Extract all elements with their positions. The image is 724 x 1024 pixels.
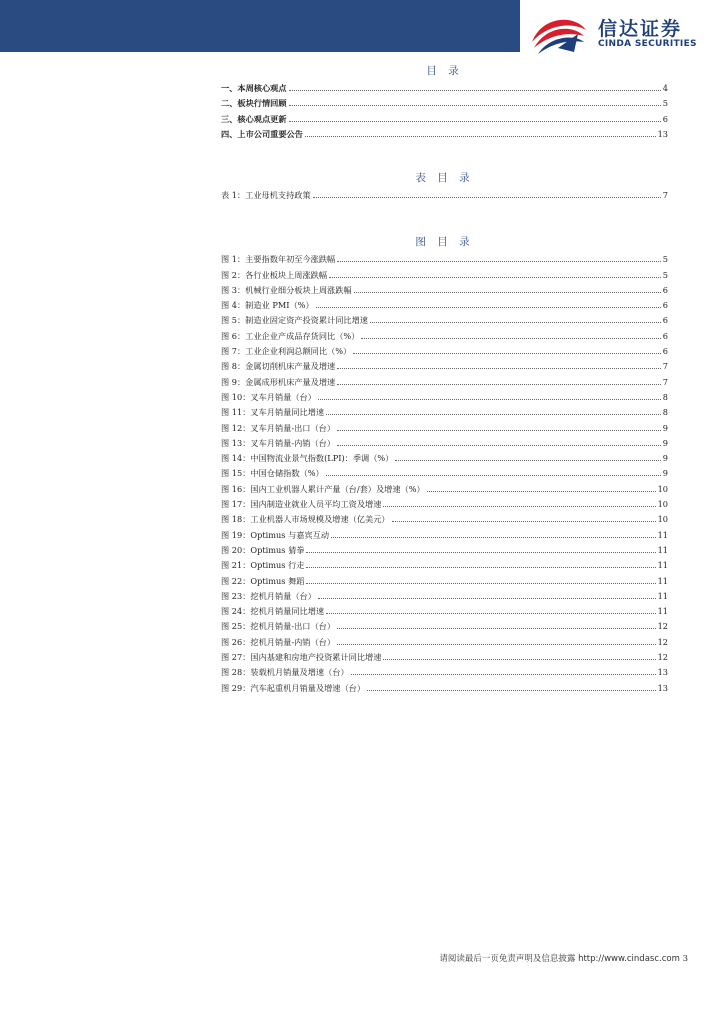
footer-disclaimer: 请阅读最后一页免责声明及信息披露 [439, 954, 576, 964]
figure-contents-title: 图 目 录 [415, 236, 474, 248]
toc-entry-page-number[interactable]: 8 [662, 407, 668, 418]
dot-leader [305, 136, 656, 137]
dot-leader [370, 322, 661, 323]
main-contents-section [221, 63, 668, 140]
toc-entry-page-number[interactable]: 6 [662, 113, 668, 124]
dot-leader [331, 537, 656, 538]
main-toc-entry[interactable] [221, 125, 668, 140]
toc-entry-label[interactable]: 图 15：中国仓储指数（%） [221, 468, 324, 479]
figure-contents-section [221, 234, 668, 694]
toc-entry-label[interactable]: 表 1：工业母机支持政策 [221, 190, 311, 201]
figure-toc-entry[interactable] [221, 403, 668, 418]
logo-english-text: CINDA SECURITIES [598, 39, 697, 49]
toc-entry-page-number[interactable]: 9 [662, 437, 668, 448]
toc-entry-label[interactable]: 图 14：中国物流业景气指数(LPI)：季调（%） [221, 453, 394, 464]
main-toc-entry[interactable] [221, 79, 668, 94]
toc-entry-page-number[interactable]: 11 [657, 575, 668, 586]
header-bar [0, 0, 520, 52]
table-contents-title: 表 目 录 [415, 172, 474, 184]
figure-contents-list [221, 250, 668, 694]
figure-toc-entry[interactable] [221, 525, 668, 540]
main-toc-entry[interactable] [221, 94, 668, 109]
toc-entry-label[interactable]: 四、上市公司重要公告 [221, 128, 303, 139]
logo-chinese-text: 信达证券 [598, 18, 683, 40]
table-toc-entry[interactable] [221, 186, 668, 201]
dot-leader [395, 460, 660, 461]
table-contents-section [221, 170, 668, 201]
toc-entry-label[interactable]: 图 19：Optimus 与嘉宾互动 [221, 529, 330, 540]
toc-entry-page-number[interactable]: 13 [657, 667, 668, 678]
toc-entry-label[interactable]: 图 25：挖机月销量-出口（台） [221, 621, 336, 632]
figure-toc-entry[interactable] [221, 495, 668, 510]
figure-toc-entry[interactable] [221, 602, 668, 617]
figure-toc-entry[interactable] [221, 311, 668, 326]
dot-leader [337, 384, 661, 385]
toc-entry-label[interactable]: 图 24：挖机月销量同比增速 [221, 606, 325, 617]
toc-entry-page-number[interactable]: 11 [657, 529, 668, 540]
dot-leader [392, 521, 656, 522]
main-contents-list [221, 79, 668, 140]
dot-leader [337, 430, 661, 431]
toc-entry-page-number[interactable]: 9 [662, 468, 668, 479]
toc-entry-label[interactable]: 图 20：Optimus 猜拳 [221, 544, 305, 555]
toc-entry-page-number[interactable]: 6 [662, 284, 668, 295]
toc-entry-label[interactable]: 图 5：制造业固定资产投资累计同比增速 [221, 315, 368, 326]
toc-entry-label[interactable]: 图 23：挖机月销量（台） [221, 590, 316, 601]
toc-entry-label[interactable]: 二、板块行情回顾 [221, 98, 287, 109]
figure-toc-entry[interactable] [221, 418, 668, 433]
figure-toc-entry[interactable] [221, 342, 668, 357]
toc-entry-page-number[interactable]: 5 [662, 98, 668, 109]
dot-leader [306, 583, 655, 584]
dot-leader [313, 197, 661, 198]
figure-toc-entry[interactable] [221, 632, 668, 647]
toc-entry-page-number[interactable]: 13 [657, 682, 668, 693]
toc-entry-label[interactable]: 图 11：叉车月销量同比增速 [221, 407, 325, 418]
toc-entry-label[interactable]: 图 13：叉车月销量-内销（台） [221, 437, 336, 448]
dot-leader [427, 491, 656, 492]
figure-toc-entry[interactable] [221, 449, 668, 464]
dot-leader [337, 445, 661, 446]
toc-entry-page-number[interactable]: 7 [662, 376, 668, 387]
toc-entry-label[interactable]: 图 29：汽车起重机月销量及增速（台） [221, 682, 366, 693]
dot-leader [351, 674, 656, 675]
toc-entry-label[interactable]: 图 9：金属成形机床产量及增速 [221, 376, 336, 387]
figure-toc-entry[interactable] [221, 663, 668, 678]
dot-leader [326, 475, 661, 476]
figure-toc-entry[interactable] [221, 464, 668, 479]
figure-toc-entry[interactable] [221, 648, 668, 663]
toc-entry-page-number[interactable]: 8 [662, 391, 668, 402]
toc-entry-label[interactable]: 图 27：国内基建和房地产投资累计同比增速 [221, 652, 382, 663]
dot-leader [337, 368, 661, 369]
dot-leader [318, 399, 661, 400]
toc-entry-label[interactable]: 图 16：国内工业机器人累计产量（台/套）及增速（%） [221, 483, 425, 494]
toc-entry-page-number[interactable]: 12 [657, 652, 668, 663]
figure-toc-entry[interactable] [221, 510, 668, 525]
toc-entry-label[interactable]: 图 7：工业企业利润总额同比（%） [221, 346, 352, 357]
toc-entry-label[interactable]: 图 26：挖机月销量-内销（台） [221, 636, 336, 647]
toc-entry-label[interactable]: 三、核心观点更新 [221, 113, 287, 124]
dot-leader [289, 121, 661, 122]
toc-entry-page-number[interactable]: 11 [657, 560, 668, 571]
figure-toc-entry[interactable] [221, 326, 668, 341]
dot-leader [337, 628, 656, 629]
toc-entry-label[interactable]: 图 17：国内制造业就业人员平均工资及增速 [221, 499, 382, 510]
toc-entry-label[interactable]: 图 2：各行业板块上周涨跌幅 [221, 269, 328, 280]
dot-leader [337, 261, 661, 262]
main-contents-title: 目 录 [426, 65, 463, 77]
figure-toc-entry[interactable] [221, 678, 668, 693]
toc-entry-page-number[interactable]: 7 [662, 190, 668, 201]
dot-leader [329, 277, 661, 278]
toc-entry-page-number[interactable]: 7 [662, 361, 668, 372]
dot-leader [306, 567, 655, 568]
toc-entry-page-number[interactable]: 6 [662, 330, 668, 341]
toc-entry-page-number[interactable]: 6 [662, 315, 668, 326]
toc-entry-page-number[interactable]: 10 [657, 499, 668, 510]
dot-leader [326, 613, 655, 614]
toc-entry-page-number[interactable]: 6 [662, 300, 668, 311]
figure-toc-entry[interactable] [221, 541, 668, 556]
figure-toc-entry[interactable] [221, 250, 668, 265]
toc-entry-label[interactable]: 图 28：装载机月销量及增速（台） [221, 667, 349, 678]
dot-leader [289, 90, 661, 91]
dot-leader [318, 598, 656, 599]
toc-entry-page-number[interactable]: 5 [662, 254, 668, 265]
dot-leader [353, 353, 661, 354]
dot-leader [306, 552, 655, 553]
toc-entry-label[interactable]: 图 22：Optimus 舞蹈 [221, 575, 305, 586]
dot-leader [337, 644, 656, 645]
figure-toc-entry[interactable] [221, 372, 668, 387]
toc-entry-label[interactable]: 图 10：叉车月销量（台） [221, 391, 316, 402]
dot-leader [361, 338, 660, 339]
figure-toc-entry[interactable] [221, 617, 668, 632]
footer-page-number: 3 [682, 954, 688, 964]
main-toc-entry[interactable] [221, 109, 668, 124]
dot-leader [316, 307, 661, 308]
figure-toc-entry[interactable] [221, 556, 668, 571]
toc-entry-label[interactable]: 图 1：主要指数年初至今涨跌幅 [221, 254, 336, 265]
figure-toc-entry[interactable] [221, 587, 668, 602]
toc-entry-page-number[interactable]: 13 [657, 128, 668, 139]
figure-toc-entry[interactable] [221, 388, 668, 403]
toc-entry-label[interactable]: 图 3：机械行业细分板块上周涨跌幅 [221, 284, 352, 295]
table-contents-list [221, 186, 668, 201]
toc-entry-label[interactable]: 图 18：工业机器人市场规模及增速（亿美元） [221, 514, 390, 525]
figure-toc-entry[interactable] [221, 479, 668, 494]
toc-entry-label[interactable]: 图 12：叉车月销量-出口（台） [221, 422, 336, 433]
figure-toc-entry[interactable] [221, 265, 668, 280]
toc-entry-page-number[interactable]: 4 [662, 83, 668, 94]
figure-toc-entry[interactable] [221, 357, 668, 372]
toc-entry-page-number[interactable]: 6 [662, 346, 668, 357]
toc-entry-page-number[interactable]: 9 [662, 453, 668, 464]
toc-entry-label[interactable]: 图 4：制造业 PMI（%） [221, 300, 314, 311]
toc-entry-page-number[interactable]: 11 [657, 590, 668, 601]
toc-entry-page-number[interactable]: 11 [657, 544, 668, 555]
toc-entry-label[interactable]: 一、本周核心观点 [221, 83, 287, 94]
toc-entry-page-number[interactable]: 12 [657, 621, 668, 632]
toc-entry-label[interactable]: 图 21：Optimus 行走 [221, 560, 305, 571]
dot-leader [383, 506, 655, 507]
dot-leader [289, 105, 661, 106]
dot-leader [367, 690, 656, 691]
toc-entry-label[interactable]: 图 8：金属切削机床产量及增速 [221, 361, 336, 372]
toc-entry-page-number[interactable]: 10 [657, 483, 668, 494]
dot-leader [383, 659, 655, 660]
toc-entry-page-number[interactable]: 10 [657, 514, 668, 525]
toc-entry-page-number[interactable]: 5 [662, 269, 668, 280]
footer-url-link[interactable]: http://www.cindasc.com [578, 954, 680, 964]
dot-leader [326, 414, 661, 415]
figure-toc-entry[interactable] [221, 281, 668, 296]
toc-entry-page-number[interactable]: 12 [657, 636, 668, 647]
figure-toc-entry[interactable] [221, 296, 668, 311]
dot-leader [354, 292, 661, 293]
logo-mark-icon [528, 12, 590, 56]
toc-entry-page-number[interactable]: 11 [657, 606, 668, 617]
toc-entry-label[interactable]: 图 6：工业企业产成品存货同比（%） [221, 330, 360, 341]
toc-entry-page-number[interactable]: 9 [662, 422, 668, 433]
figure-toc-entry[interactable] [221, 571, 668, 586]
company-logo [528, 12, 718, 58]
page-footer [439, 952, 688, 964]
figure-toc-entry[interactable] [221, 434, 668, 449]
